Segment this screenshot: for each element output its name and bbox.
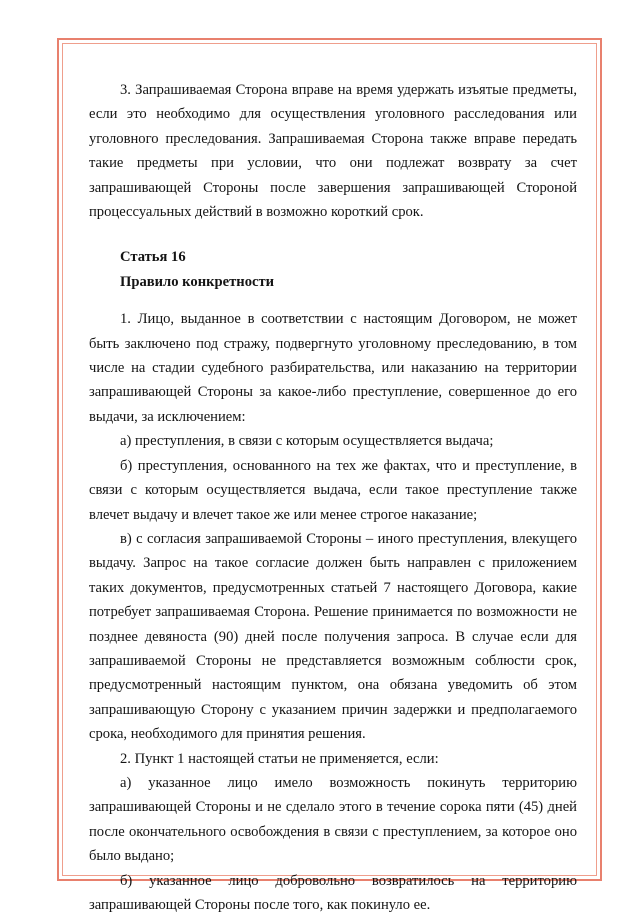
paragraph-2-exceptions: 2. Пункт 1 настоящей статьи не применяется, если: [120, 750, 439, 767]
list-item-a: а) преступления, в связи с которым осуществляется выдача; [120, 433, 494, 450]
paragraph-1-specialty-rule: 1. Лицо, выданное в соответствии с настоящим Договором, не может быть заключено под стражу, подвергнуто уголовному преследованию, в том числе на стадии судебного разбирательства, или наказанию на территории запрашивающей Стороны за какое-либо преступление, совершенное до его выдачи, за исключением: [89, 311, 577, 425]
document-body [89, 78, 577, 917]
list-item-v: в) с согласия запрашиваемой Стороны – иного преступления, влекущего выдачу. Запрос на такое согласие должен быть направлен с приложением таких документов, предусмотренных статьей 7 настоящего Договора, какие потребует запрашиваемая Сторона. Решение принимается по возможности не позднее девяноста (90) дней после получения запроса. В случае если для запрашиваемой Стороны не представляется возможным соблюсти срок, предусмотренный настоящим пунктом, она обязана уведомить об этом запрашивающую Сторону с указанием причин задержки и предполагаемого срока, необходимого для принятия решения. [89, 530, 577, 743]
article-heading [89, 245, 577, 294]
exception-item-a: а) указанное лицо имело возможность покинуть территорию запрашивающей Стороны и не сделало этого в течение сорока пяти (45) дней после окончательного освобождения в связи с преступлением, за которое оно было выдано; [89, 774, 577, 865]
list-item-b: б) преступления, основанного на тех же фактах, что и преступление, в связи с которым осуществляется выдача, если такое преступление также влечет выдачу и влечет такое же или менее строгое наказание; [89, 457, 577, 523]
article-number: Статья 16 [120, 249, 186, 266]
paragraph-3-seized-items: 3. Запрашиваемая Сторона вправе на время удержать изъятые предметы, если это необходимо для осуществления уголовного расследования или уголовного преследования. Запрашиваемая Сторона также вправе передать такие предметы при условии, что они подлежат возврату за счет запрашивающей Стороны после завершения запрашивающей Стороной процессуальных действий в возможно короткий срок. [89, 82, 577, 221]
article-title: Правило конкретности [120, 273, 275, 290]
exception-item-b: б) указанное лицо добровольно возвратилось на территорию запрашивающей Стороны после того, как покинуло ее. [89, 872, 577, 913]
